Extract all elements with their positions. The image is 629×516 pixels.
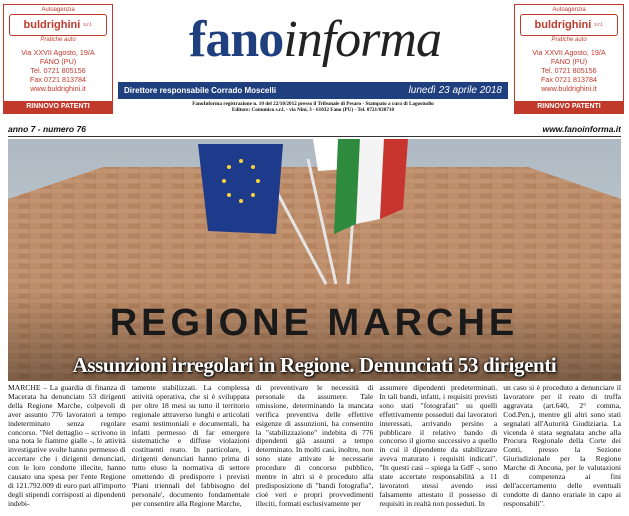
issue-number: anno 7 - numero 76	[8, 124, 86, 134]
article-body	[8, 384, 621, 514]
article-column-2	[132, 384, 250, 514]
italy-flag-white	[356, 139, 384, 224]
photo-illustration	[8, 139, 621, 381]
article-text: assumere dipendenti predeterminati. In tali bandi, infatti, i requisiti previsti sono stati "fotografati" su quelli effettivamente posseduti dai lavoratori interessati, arrivando persino a pubblicare il relativo bando di concorso il giorno successivo a quello in cui il dipendente da stabilizzare aveva maturato i requisiti indicati". "In questi casi – spiega la GdF -, sono state accertate responsabilità a 11 lavoratori stessi avendo essi falsamente attestato il possesso di requisiti in realtà non posseduti. In	[379, 384, 498, 508]
article-headline[interactable]: Assunzioni irregolari in Regione. Denunciati 53 dirigenti	[72, 353, 557, 377]
masthead-logo[interactable]	[123, 10, 507, 74]
article-column-3	[256, 384, 374, 514]
ad-fax: Fax 0721 813784	[541, 75, 597, 84]
ad-top-text: Autoagenzia	[552, 7, 586, 13]
masthead-bar	[118, 82, 508, 99]
website-link[interactable]: www.fanoinforma.it	[542, 124, 621, 134]
ad-logo-name: buldrighini	[534, 19, 592, 31]
ad-logo-srl: s.r.l.	[594, 22, 604, 28]
ad-logo-name: buldrighini	[23, 19, 81, 31]
italy-flag-green	[334, 139, 360, 234]
registration-line-1: FanoInforma registrazione n. 10 del 22/10/2012 presso il Tribunale di Pesaro - Stampato a cura di Lagostudio	[192, 101, 434, 107]
article-text: di preventivare le necessità di personale da assumere. Tale omissione, determinando la mancata verifica preventiva delle effettive esigenze di assunzioni, ha consentito la "stabilizzazione" indebita di 776 dipendenti già assunti a tempo determinato. In molti casi, inoltre, non sono state attivate le necessarie procedure di concorso pubblico, mentre in altri si è proceduto alla predisposizione di "bandi fotografia", cioè veri e propri provvedimenti illeciti, formati esclusivamente per	[255, 384, 374, 508]
ad-banner-right[interactable]	[514, 4, 624, 114]
director-line: Direttore responsabile Corrado Moscelli	[124, 86, 277, 95]
ad-city: FANO (PU)	[550, 57, 588, 66]
issue-info-line	[8, 124, 621, 134]
article-text: MARCHE – La guardia di finanza di Macerata ha denunciato 53 dirigenti della Regione Marche, colpevoli di aver assunto 776 lavoratori a tempo indeterminato senza regolare concorso. "Nel dettaglio – scrivono in una nota le fiamme gialle -, le attività investigative svolte hanno permesso di accertare che i dirigenti denunciati, con le loro condotte illecite, hanno causato una spesa per l'ente Regione di 121.792.009 di euro pari all'importo degli stipendi corrisposti ai dipendenti indebi-	[8, 384, 126, 508]
divider	[8, 136, 621, 137]
ad-subtitle: Pratiche auto	[40, 37, 76, 43]
sign-text: REGIONE MARCHE	[109, 302, 519, 344]
article-column-1	[8, 384, 126, 514]
ad-bottom-banner: RINNOVO PATENTI	[515, 101, 623, 113]
ad-city: FANO (PU)	[39, 57, 77, 66]
ad-web-link[interactable]: www.buldrighini.it	[541, 84, 597, 93]
masthead-logo-informa: informa	[283, 11, 441, 68]
ad-tel: Tel. 0721 805156	[30, 66, 86, 75]
article-column-5	[503, 384, 621, 514]
ad-top-text: Autoagenzia	[41, 7, 75, 13]
ad-logo-srl: s.r.l.	[83, 22, 93, 28]
article-column-4	[379, 384, 497, 514]
registration-info	[118, 101, 508, 114]
ad-logo	[9, 14, 107, 36]
ad-address: Via XXVII Agosto, 19/A	[532, 48, 606, 57]
masthead-logo-fano: fano	[189, 11, 284, 68]
ad-tel: Tel. 0721 805156	[541, 66, 597, 75]
ad-banner-left[interactable]	[3, 4, 113, 114]
ad-web-link[interactable]: www.buldrighini.it	[30, 84, 86, 93]
registration-line-2: Editore: Comunico s.r.l. - via Nini, 3 - 61032 Fano (PU) - Tel. 0721/830710	[231, 107, 395, 114]
article-text: un caso si è proceduto a denunciare il lavoratore per il reato di truffa aggravata (art.640, 2° comma, Cod.Pen.), mentre gli altri sono stati segnalati all'Autorità Giudiziaria. La vicenda è stata segnalata anche alla Procura Regionale della Corte dei Conti, presso la Sezione Giurisdizionale per la Regione Marche di Ancona, per le valutazioni di competenza ai fini dell'accertamento delle eventuali condotte di danno erariale in capo ai responsabili".	[503, 384, 621, 508]
article-text: tamente stabilizzati. La complessa attività operativa, che si è sviluppata per oltre 18 mesi su tutto il territorio regionale attraverso lunghi e articolati esami testimoniali e documentali, ha infatti permesso di far emergere sistematiche e diffuse violazioni costituenti reato. In particolare, i dirigenti denunciati hanno prima di tutto eluso la normativa di settore omettendo di predisporre i previsti 'Piani triennali del fabbisogno del personale', documento fondamentale per consentire alla Regione Marche,	[131, 384, 250, 508]
article-photo[interactable]	[8, 139, 621, 381]
ad-subtitle: Pratiche auto	[551, 37, 587, 43]
eu-flag	[198, 144, 283, 234]
ad-address: Via XXVII Agosto, 19/A	[21, 48, 95, 57]
ad-fax: Fax 0721 813784	[30, 75, 86, 84]
ad-bottom-banner: RINNOVO PATENTI	[4, 101, 112, 113]
ad-logo	[520, 14, 618, 36]
issue-date: lunedì 23 aprile 2018	[408, 85, 502, 96]
